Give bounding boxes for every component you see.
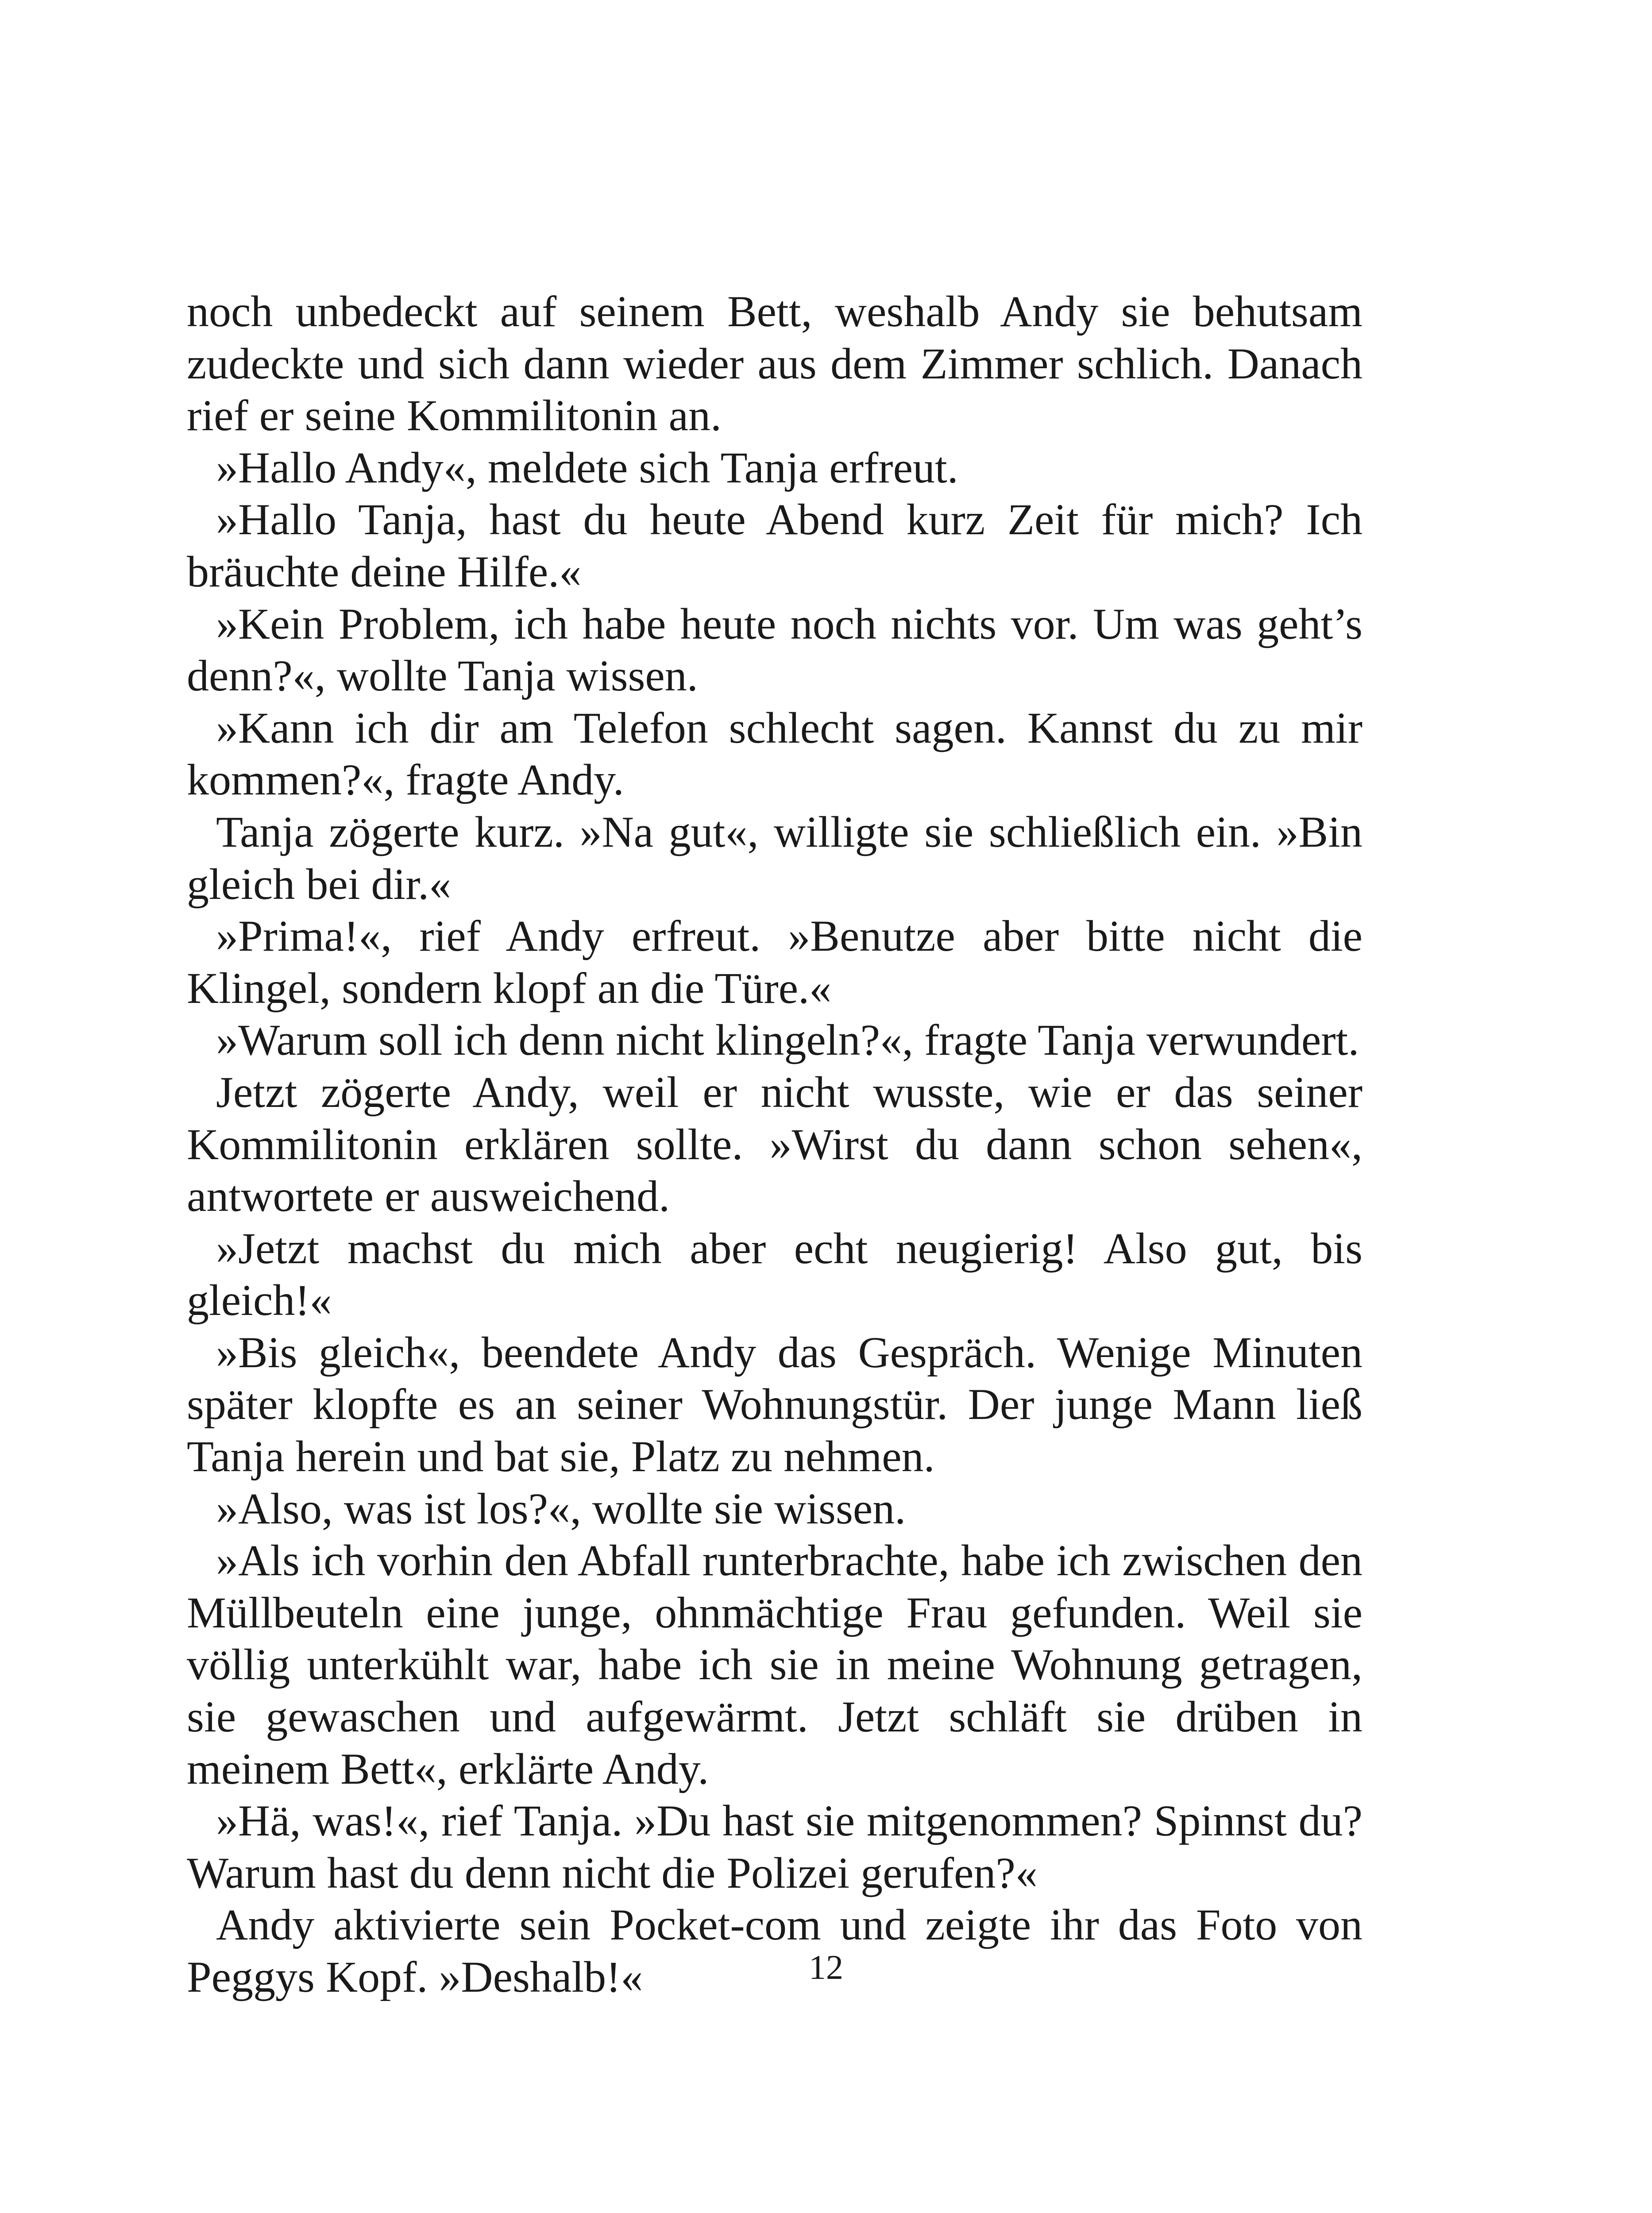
paragraph: noch unbedeckt auf seinem Bett, weshalb Andy sie behutsam zudeckte und sich dann wieder aus dem Zimmer schlich. Danach rief er seine Kommilitonin an. [187,287,1363,440]
paragraph: »Hallo Tanja, hast du heute Abend kurz Zeit für mich? Ich bräuchte deine Hilfe.« [187,495,1363,596]
body-text [187,285,1363,2003]
paragraph: Tanja zögerte kurz. »Na gut«, willigte sie schließlich ein. »Bin gleich bei dir.« [187,807,1363,909]
paragraph: »Warum soll ich denn nicht klingeln?«, fragte Tanja verwundert. [216,1015,1359,1065]
paragraph: Andy aktivierte sein Pocket-com und zeigte ihr das Foto von Peggys Kopf. »Deshalb!« [187,1900,1363,2001]
paragraph: »Hallo Andy«, meldete sich Tanja erfreut. [216,443,958,492]
paragraph: Jetzt zögerte Andy, weil er nicht wusste, wie er das seiner Kommilitonin erklären sollte. »Wirst du dann schon sehen«, antwortete er ausweichend. [187,1067,1363,1221]
paragraph: »Als ich vorhin den Abfall runterbrachte, habe ich zwischen den Müllbeuteln eine junge, ohnmächtige Frau gefunden. Weil sie völlig unterkühlt war, habe ich sie in meine Wohnung getragen, sie gewaschen und aufgewärmt. Jetzt schläft sie drüben in meinem Bett«, erklärte Andy. [187,1536,1363,1793]
page-number: 12 [809,1948,843,1986]
paragraph: »Hä, was!«, rief Tanja. »Du hast sie mitgenommen? Spinnst du? Warum hast du denn nicht die Polizei gerufen?« [187,1796,1363,1897]
paragraph: »Prima!«, rief Andy erfreut. »Benutze aber bitte nicht die Klingel, sondern klopf an die Türe.« [187,911,1363,1013]
paragraph: »Also, was ist los?«, wollte sie wissen. [216,1484,906,1533]
paragraph: »Bis gleich«, beendete Andy das Gespräch. Wenige Minuten später klopfte es an seiner Wohnungstür. Der junge Mann ließ Tanja herein und bat sie, Platz zu nehmen. [187,1327,1363,1481]
paragraph: »Kann ich dir am Telefon schlecht sagen. Kannst du zu mir kommen?«, fragte Andy. [187,703,1363,805]
paragraph: »Kein Problem, ich habe heute noch nichts vor. Um was geht’s denn?«, wollte Tanja wissen. [187,599,1363,701]
paragraph: »Jetzt machst du mich aber echt neugierig! Also gut, bis gleich!« [187,1223,1363,1325]
